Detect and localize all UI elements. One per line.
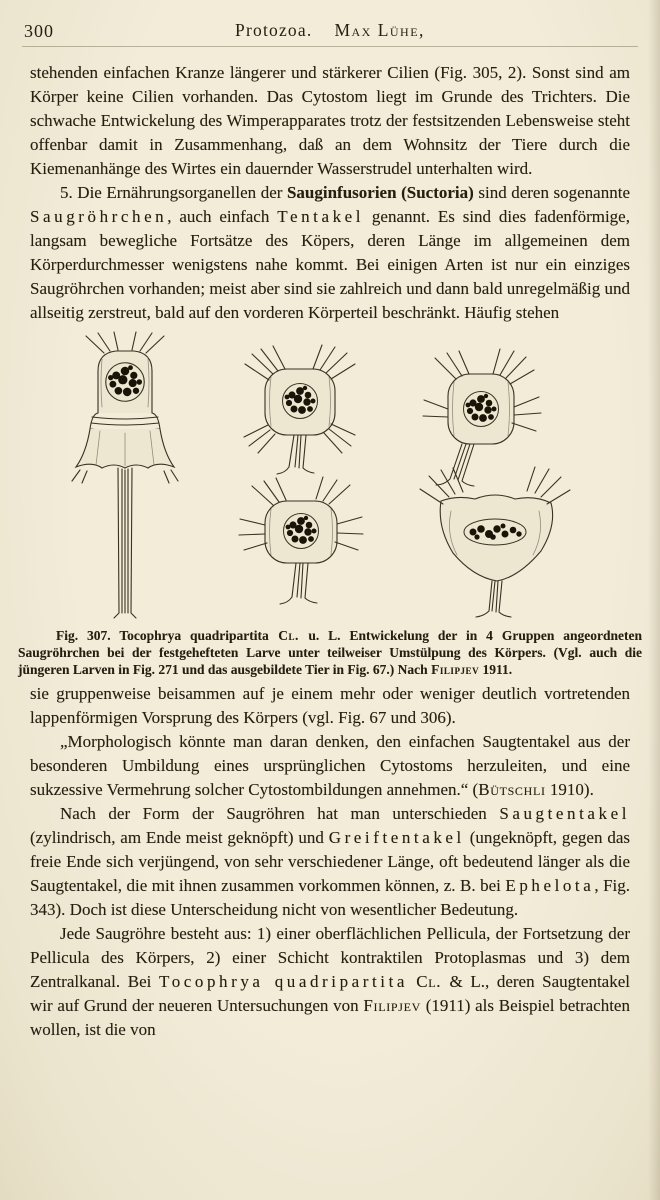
bold-term-sauginfusorien: Sauginfusorien (Suctoria) bbox=[286, 183, 474, 202]
header-rule bbox=[22, 46, 638, 47]
header-author: Max Lühe, bbox=[334, 20, 425, 40]
running-header bbox=[24, 18, 630, 44]
text-run: Jede Saugröhre besteht aus: 1) einer oberflächlichen Pellicula, der Fortsetzung der Pellicula des Körpers, 2) einer Schicht kontraktilen Protoplasmas und 3) dem Zentralkanal. Bei bbox=[30, 924, 630, 991]
text-column bbox=[18, 61, 642, 1042]
page-edge-shadow bbox=[648, 0, 660, 1200]
nucleus bbox=[106, 363, 145, 402]
caption-author-abbrev: Cl. bbox=[268, 628, 309, 643]
tentacle-tuft bbox=[252, 478, 286, 505]
organism-stage-3 bbox=[423, 349, 541, 486]
text-run: sind deren sogenannte bbox=[473, 183, 630, 202]
text-run: (1911) als Beispiel betrachten wollen, ist die von bbox=[30, 996, 630, 1039]
caption-text: u. L. Entwickelung der in 4 Gruppen angeordneten Saugröhrchen bei der festgehefteten Larve unter teilweiser Umstülpung des Körpers. (Vgl. auch die jüngeren Larven in Fig. 271 und das ausgebildete Tier in Fig. 67.) Nach bbox=[18, 628, 642, 677]
spaced-term-saugroehrchen: Saugröhrchen bbox=[30, 207, 168, 226]
tentacle-tuft bbox=[423, 400, 448, 417]
text-run: , auch einfach bbox=[167, 207, 278, 226]
header-title: Protozoa. bbox=[235, 20, 313, 40]
tentacle-tuft bbox=[512, 397, 541, 431]
organism-stage-2 bbox=[244, 345, 355, 474]
page-number: 300 bbox=[24, 21, 54, 41]
text-run: genannt. Es sind dies fadenförmige, langsam bewegliche Fortsätze des Köpers, deren Länge im allgemeinen dem Körperdurchmesser wenigstens nahe kommt. Bei einigen Arten ist nur ein einziges Saugröhrchen vorhanden; meist aber sind sie zahlreich und dann bald unregelmäßig und allseitig zerstreut, bald auf den vorderen Körperteil beschränkt. Häufig stehen bbox=[30, 207, 631, 322]
smallcaps-buetschli: Bütschli bbox=[478, 780, 546, 799]
paragraph-gruppenweise: sie gruppenweise beisammen auf je einem mehr oder weniger deutlich vortretenden lappenförmigen Vorsprung des Körpers (vgl. Fig. 67 und 306). bbox=[30, 684, 630, 727]
tentacle-tuft bbox=[244, 425, 275, 453]
stalk bbox=[114, 468, 136, 618]
text-run: 1910). bbox=[545, 780, 594, 799]
text-run: (zylindrisch, am Ende meist geknöpft) und bbox=[30, 828, 329, 847]
spaced-term-tocophrya: Tocophrya quadripartita bbox=[158, 972, 408, 991]
stalk bbox=[280, 563, 317, 604]
text-run: & L., deren Saugtentakel wir auf Grund der neueren Untersuchungen von bbox=[30, 972, 630, 1015]
spaced-term-greiftentakel: Greiftentakel bbox=[328, 828, 465, 847]
text-run: „Morphologisch könnte man daran denken, den einfachen Saugtentakel aus der besonderen Umbildung eines ursprünglichen Cytostoms herzuleiten, und eine sukzessive Vermehrung solcher Cytostombildungen annehmen.“ ( bbox=[30, 732, 630, 799]
spaced-term-ephelota: Ephelota bbox=[505, 876, 595, 895]
figure-illustration bbox=[30, 329, 630, 619]
figure-307 bbox=[18, 329, 642, 678]
tentacle-tuft bbox=[239, 519, 267, 550]
figure-caption bbox=[18, 627, 642, 678]
nucleus bbox=[464, 392, 499, 427]
caption-species-name: Tocophrya quadripartita bbox=[119, 628, 269, 643]
text-run: , Fig. 343). Doch ist diese Unterscheidung nicht von wesentlicher Bedeutung. bbox=[30, 876, 631, 919]
paragraph-saugroehre-aufbau bbox=[30, 922, 630, 1042]
tentacle-tuft bbox=[335, 517, 363, 550]
running-title bbox=[30, 18, 630, 42]
tentacle-tuft bbox=[316, 477, 350, 504]
text-run: (ungeknöpft, gegen das freie Ende sich verjüngend, von sehr verschiedener Länge, oft bedeutend länger als die Saugtentakel, die mit ihnen zusammen vorkommen können, z. B. bei bbox=[30, 828, 630, 895]
organism-stage-4 bbox=[239, 477, 363, 604]
organism-stage-1 bbox=[72, 332, 178, 618]
organism-stage-5 bbox=[420, 467, 570, 617]
cell-body bbox=[440, 495, 552, 581]
smallcaps-filipjev: Filipjev bbox=[363, 996, 421, 1015]
paragraph-cilien: stehenden einfachen Kranze längerer und stärkerer Cilien (Fig. 305, 2). Sonst sind am Körper keine Cilien vorhanden. Das Cytostom liegt im Grunde des Trichters. Die schwache Entwickelung des Wimperapparates trotz der festsitzenden Lebensweise steht offenbar damit in Zusammenhang, daß an dem Wohnsitz der Tiere durch die Kiemenanhänge des Wirtes ein dauernder Wasserstrudel unterhalten wird. bbox=[30, 63, 630, 178]
caption-fig-number: Fig. 307. bbox=[56, 628, 120, 643]
caption-year: 1911. bbox=[479, 662, 513, 677]
stalk bbox=[277, 435, 314, 474]
paragraph-tentakelformen bbox=[30, 802, 630, 922]
smallcaps-cl: Cl. bbox=[407, 972, 450, 991]
text-run: 5. Die Ernährungsorganellen der bbox=[60, 183, 287, 202]
paragraph-suctoria bbox=[30, 181, 630, 325]
stalk bbox=[476, 581, 511, 617]
spaced-term-tentakel: Tentakel bbox=[277, 207, 365, 226]
text-run: Nach der Form der Saugröhren hat man unterschieden bbox=[60, 804, 500, 823]
paragraph-buetschli-zitat bbox=[30, 730, 630, 802]
nucleus bbox=[284, 514, 319, 549]
collar-bands bbox=[90, 413, 160, 431]
tentacle-tuft bbox=[86, 332, 164, 353]
spaced-term-saugtentakel: Saugtentakel bbox=[499, 804, 630, 823]
caption-source-author: Filipjev bbox=[431, 662, 480, 677]
nucleus bbox=[283, 384, 318, 419]
stalk bbox=[436, 444, 474, 486]
